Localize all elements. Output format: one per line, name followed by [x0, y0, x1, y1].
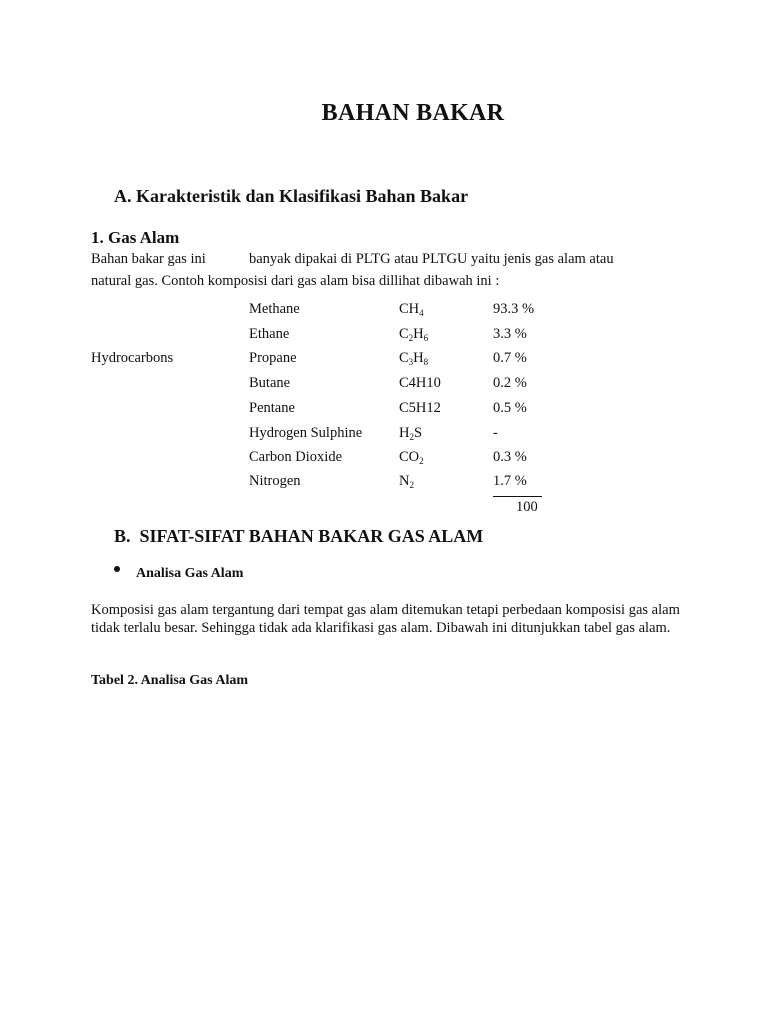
component-formula: C5H12 [399, 400, 441, 416]
intro-text-line2: natural gas. Contoh komposisi dari gas alam bisa dillihat dibawah ini : [91, 273, 500, 289]
component-formula: $CO_2$ [399, 449, 424, 466]
component-percentage: 1.7 % [493, 473, 527, 489]
component-name: Propane [249, 350, 297, 366]
component-name: Butane [249, 375, 291, 391]
component-formula: $H_2S$ [399, 425, 423, 442]
total-value: 100 [516, 499, 538, 515]
component-percentage: - [493, 425, 498, 441]
component-percentage: 0.2 % [493, 375, 527, 391]
component-percentage: 0.5 % [493, 400, 527, 416]
component-name: Carbon Dioxide [249, 449, 343, 465]
bullet-analisa-gas-alam: Analisa Gas Alam [136, 566, 244, 581]
intro-text-part2: banyak dipakai di PLTG atau PLTGU yaitu jenis gas alam atau [249, 251, 614, 267]
analysis-paragraph: Komposisi gas alam tergantung dari tempat gas alam ditemukan tetapi perbedaan komposisi gas alam tidak terlalu besar. Sehingga tidak ada klarifikasi gas alam. Dibawah ini ditunjukkan tabel gas alam. [91, 602, 680, 636]
component-name: Hydrogen Sulphine [249, 425, 363, 441]
component-percentage: 0.3 % [493, 449, 527, 465]
component-name: Pentane [249, 400, 295, 416]
component-formula: $CH_4$ [399, 301, 424, 318]
hydrocarbons-label: Hydrocarbons [91, 350, 174, 366]
section-a-heading: A. Karakteristik dan Klasifikasi Bahan Bakar [114, 186, 469, 206]
total-rule [493, 496, 542, 497]
section-b-heading: B. SIFAT-SIFAT BAHAN BAKAR GAS ALAM [114, 526, 484, 546]
table-caption: Tabel 2. Analisa Gas Alam [91, 673, 249, 688]
component-formula: $C_2H_6$ [399, 326, 429, 343]
subsection-gas-alam-heading: 1. Gas Alam [91, 228, 180, 247]
component-name: Nitrogen [249, 473, 301, 489]
component-percentage: 93.3 % [493, 301, 535, 317]
component-percentage: 3.3 % [493, 326, 527, 342]
component-percentage: 0.7 % [493, 350, 527, 366]
bullet-dot-icon [114, 566, 120, 572]
component-name: Ethane [249, 326, 290, 342]
intro-text-part1: Bahan bakar gas ini [91, 251, 206, 267]
component-name: Methane [249, 301, 300, 317]
component-formula: $C_3H_8$ [399, 350, 429, 367]
component-formula: $N_2$ [399, 473, 414, 490]
document-title: BAHAN BAKAR [321, 100, 505, 126]
component-formula: C4H10 [399, 375, 441, 391]
